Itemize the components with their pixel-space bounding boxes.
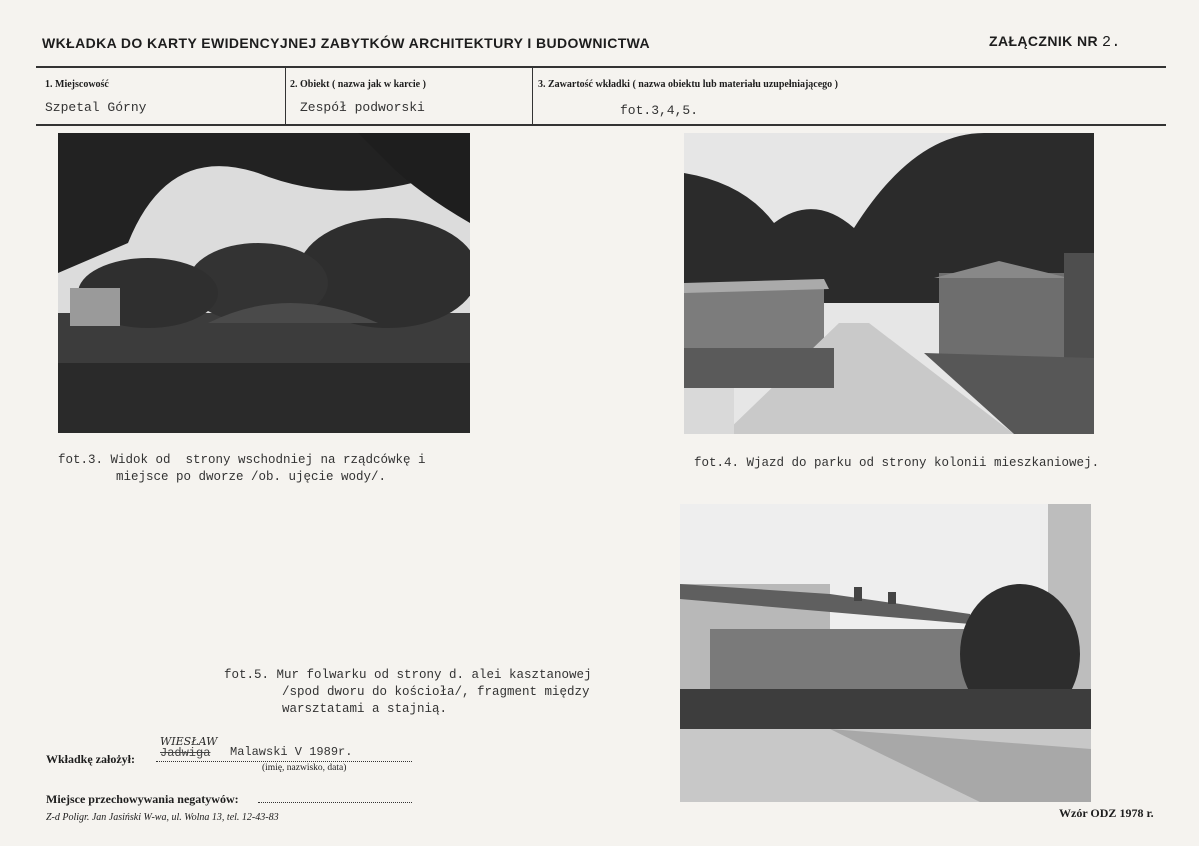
caption-photo-5-line-3: warsztatami a stajnią. bbox=[282, 702, 448, 716]
header-top-rule bbox=[36, 66, 1166, 68]
created-by-dotted-line bbox=[156, 761, 412, 762]
field-divider-2 bbox=[532, 67, 533, 125]
caption-photo-4-line-1: fot.4. Wjazd do parku od strony kolonii mieszkaniowej. bbox=[694, 456, 1100, 470]
locality-value: Szpetal Górny bbox=[45, 100, 147, 115]
created-by-handwritten-name: WIESŁAW bbox=[160, 735, 218, 748]
field-divider-1 bbox=[285, 67, 286, 125]
object-label: 2. Obiekt ( nazwa jak w karcie ) bbox=[290, 79, 426, 90]
caption-photo-5-line-2: /spod dworu do kościoła/, fragment między bbox=[282, 685, 590, 699]
photo-5 bbox=[680, 504, 1091, 802]
created-by-value: Malawski V 1989r. bbox=[230, 745, 353, 759]
contents-value: fot.3,4,5. bbox=[620, 103, 699, 118]
printer-imprint: Z-d Poligr. Jan Jasiński W-wa, ul. Wolna 13, tel. 12-43-83 bbox=[46, 812, 279, 823]
photo-3 bbox=[58, 133, 470, 433]
negatives-dotted-line bbox=[258, 802, 412, 803]
locality-label: 1. Miejscowość bbox=[45, 79, 109, 90]
caption-photo-3-line-1: fot.3. Widok od strony wschodniej na rządcówkę i bbox=[58, 453, 426, 467]
photo-4-image bbox=[684, 133, 1094, 434]
photo-4 bbox=[684, 133, 1094, 434]
created-by-struck-name: Jadwiga bbox=[160, 746, 211, 760]
photo-5-image bbox=[680, 504, 1091, 802]
header-bottom-rule bbox=[36, 124, 1166, 126]
caption-photo-5-line-1: fot.5. Mur folwarku od strony d. alei kasztanowej bbox=[224, 668, 592, 682]
negatives-location-label: Miejsce przechowywania negatywów: bbox=[46, 792, 239, 806]
created-by-hint: (imię, nazwisko, data) bbox=[262, 763, 347, 773]
form-model: Wzór ODZ 1978 r. bbox=[1059, 806, 1154, 820]
annex-number: 2. bbox=[1102, 34, 1121, 51]
document-title: WKŁADKA DO KARTY EWIDENCYJNEJ ZABYTKÓW ARCHITEKTURY I BUDOWNICTWA bbox=[42, 35, 651, 51]
object-value: Zespół podworski bbox=[300, 100, 425, 115]
photo-3-image bbox=[58, 133, 470, 433]
created-by-label: Wkładkę założył: bbox=[46, 752, 135, 766]
annex-label bbox=[989, 33, 1121, 51]
contents-label: 3. Zawartość wkładki ( nazwa obiektu lub materiału uzupełniającego ) bbox=[538, 79, 839, 90]
caption-photo-3-line-2: miejsce po dworze /ob. ujęcie wody/. bbox=[116, 470, 387, 484]
annex-label-text: ZAŁĄCZNIK NR bbox=[989, 33, 1099, 49]
